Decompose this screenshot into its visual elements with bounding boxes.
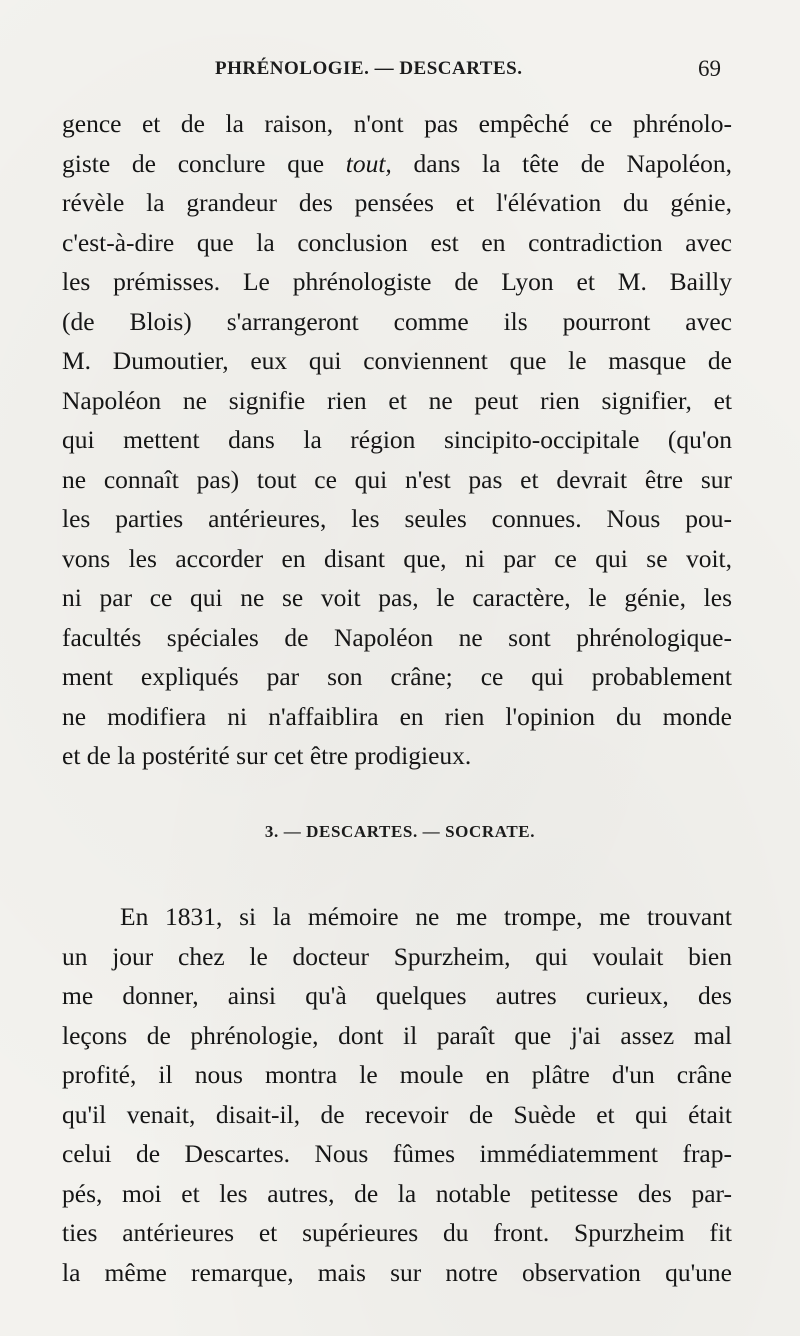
text-line: pés, moi et les autres, de la notable petitesse des par- — [62, 1178, 732, 1208]
text-line: c'est-à-dire que la conclusion est en contradiction avec — [62, 227, 732, 257]
text-line: vons les accorder en disant que, ni par ce qui se voit, — [62, 543, 732, 573]
text-line: qu'il venait, disait-il, de recevoir de Suède et qui était — [62, 1099, 732, 1129]
text-line — [62, 144, 732, 184]
running-head: PHRÉNOLOGIE. — DESCARTES. — [215, 58, 523, 79]
page-number: 69 — [698, 56, 721, 81]
text-line: ment expliqués par son crâne; ce qui probablement — [62, 662, 732, 691]
text-line: M. Dumoutier, eux qui conviennent que le masque de — [62, 346, 732, 375]
text-line: qui mettent dans la région sincipito-occipitale (qu'on — [62, 425, 732, 454]
text-line: (de Blois) s'arrangeront comme ils pourront avec — [62, 306, 732, 336]
text-line: les prémisses. Le phrénologiste de Lyon et M. Bailly — [62, 267, 732, 296]
text-line: ties antérieures et supérieures du front. Spurzheim fit — [62, 1218, 732, 1247]
text-line: gence et de la raison, n'ont pas empêché ce phrénolo- — [62, 109, 732, 138]
text-line: celui de Descartes. Nous fûmes immédiatemment frap- — [62, 1139, 732, 1168]
text-line: profité, il nous montra le moule en plâtre d'un crâne — [62, 1060, 732, 1089]
text-line: un jour chez le docteur Spurzheim, qui voulait bien — [62, 941, 732, 971]
text-line: ne connaît pas) tout ce qui n'est pas et devrait être sur — [62, 464, 732, 494]
paragraph-descartes — [62, 897, 732, 1292]
text-line: facultés spéciales de Napoléon ne sont phrénologique- — [62, 622, 732, 652]
text-line: En 1831, si la mémoire ne me trompe, me trouvant — [120, 902, 732, 931]
text-span: dans la tête de Napoléon, — [391, 148, 732, 178]
section-heading-text: 3. — DESCARTES. — SOCRATE. — [264, 822, 536, 841]
text-line: me donner, ainsi qu'à quelques autres curieux, des — [62, 981, 732, 1010]
text-line: la même remarque, mais sur notre observation qu'une — [62, 1257, 732, 1287]
text-line: les parties antérieures, les seules connues. Nous pou- — [62, 504, 732, 533]
text-line: Napoléon ne signifie rien et ne peut rien signifier, et — [62, 385, 732, 415]
text-line: et de la postérité sur cet être prodigieux. — [62, 741, 472, 770]
emphasis-text: tout, — [345, 148, 392, 178]
text-line: ni par ce qui ne se voit pas, le caractère, le génie, les — [62, 583, 732, 612]
text-line: révèle la grandeur des pensées et l'élévation du génie, — [62, 188, 732, 217]
text-line: leçons de phrénologie, dont il paraît que j'ai assez mal — [62, 1020, 732, 1050]
section-heading — [0, 822, 800, 842]
paragraph-napoleon — [62, 104, 732, 776]
text-span: giste de conclure que — [62, 148, 325, 178]
text-line: ne modifiera ni n'affaiblira en rien l'opinion du monde — [62, 701, 732, 731]
page-header — [0, 58, 800, 88]
